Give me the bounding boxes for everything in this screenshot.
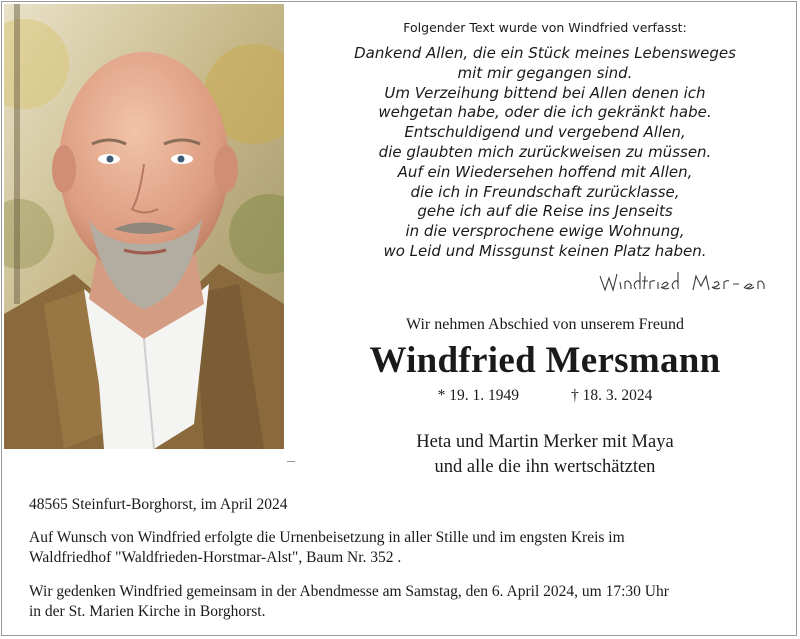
burial-paragraph (29, 528, 789, 568)
farewell-line: Wir nehmen Abschied von unserem Freund (406, 316, 684, 333)
paragraph-line: Auf Wunsch von Windfried erfolgte die Urnenbeisetzung in aller Stille und im engsten Kreis im (29, 529, 625, 546)
mass-paragraph (29, 582, 789, 622)
death-date: † 18. 3. 2024 (571, 387, 653, 404)
poem-line: Um Verzeihung bittend bei Allen denen ich (384, 83, 706, 102)
deceased-name: Windfried Mersmann (369, 340, 721, 381)
poem-line: in die versprochene ewige Wohnung, (405, 222, 685, 241)
mourner-line: und alle die ihn wertschätzten (434, 457, 656, 477)
birth-date: * 19. 1. 1949 (437, 387, 519, 404)
poem-line: wehgetan habe, oder die ich gekränkt habe. (378, 103, 712, 122)
poem-text (300, 44, 790, 262)
signature-text: Windfried Mersmann (598, 268, 609, 269)
poem-line: wo Leid und Missgunst keinen Platz haben. (383, 241, 707, 260)
place-date: 48565 Steinfurt-Borghorst, im April 2024 (29, 496, 288, 513)
poem-line: gehe ich auf die Reise ins Jenseits (417, 202, 673, 221)
poem-intro: Folgender Text wurde von Windfried verfasst: (403, 20, 687, 35)
poem-line: Dankend Allen, die ein Stück meines Lebensweges (354, 44, 736, 62)
poem-line: Auf ein Wiedersehen hoffend mit Allen, (397, 162, 693, 181)
paragraph-line: in der St. Marien Kirche in Borghorst. (29, 603, 266, 620)
poem-line: mit mir gegangen sind. (457, 63, 633, 82)
poem-line: Entschuldigend und vergebend Allen, (404, 123, 686, 142)
poem-line: die glaubten mich zurückweisen zu müssen. (378, 142, 712, 161)
paragraph-line: Waldfriedhof "Waldfrieden-Horstmar-Alst", Baum Nr. 352 . (29, 549, 402, 566)
life-dates (300, 387, 790, 405)
paragraph-line: Wir gedenken Windfried gemeinsam in der Abendmesse am Samstag, den 6. April 2024, um 17:30 Uhr (29, 583, 669, 600)
scan-mark (287, 461, 295, 462)
portrait-photo (4, 4, 284, 449)
mourners (300, 430, 790, 480)
mourner-line: Heta und Martin Merker mit Maya (416, 432, 674, 452)
poem-line: die ich in Freundschaft zurücklasse, (410, 182, 680, 201)
handwritten-signature (598, 268, 778, 294)
